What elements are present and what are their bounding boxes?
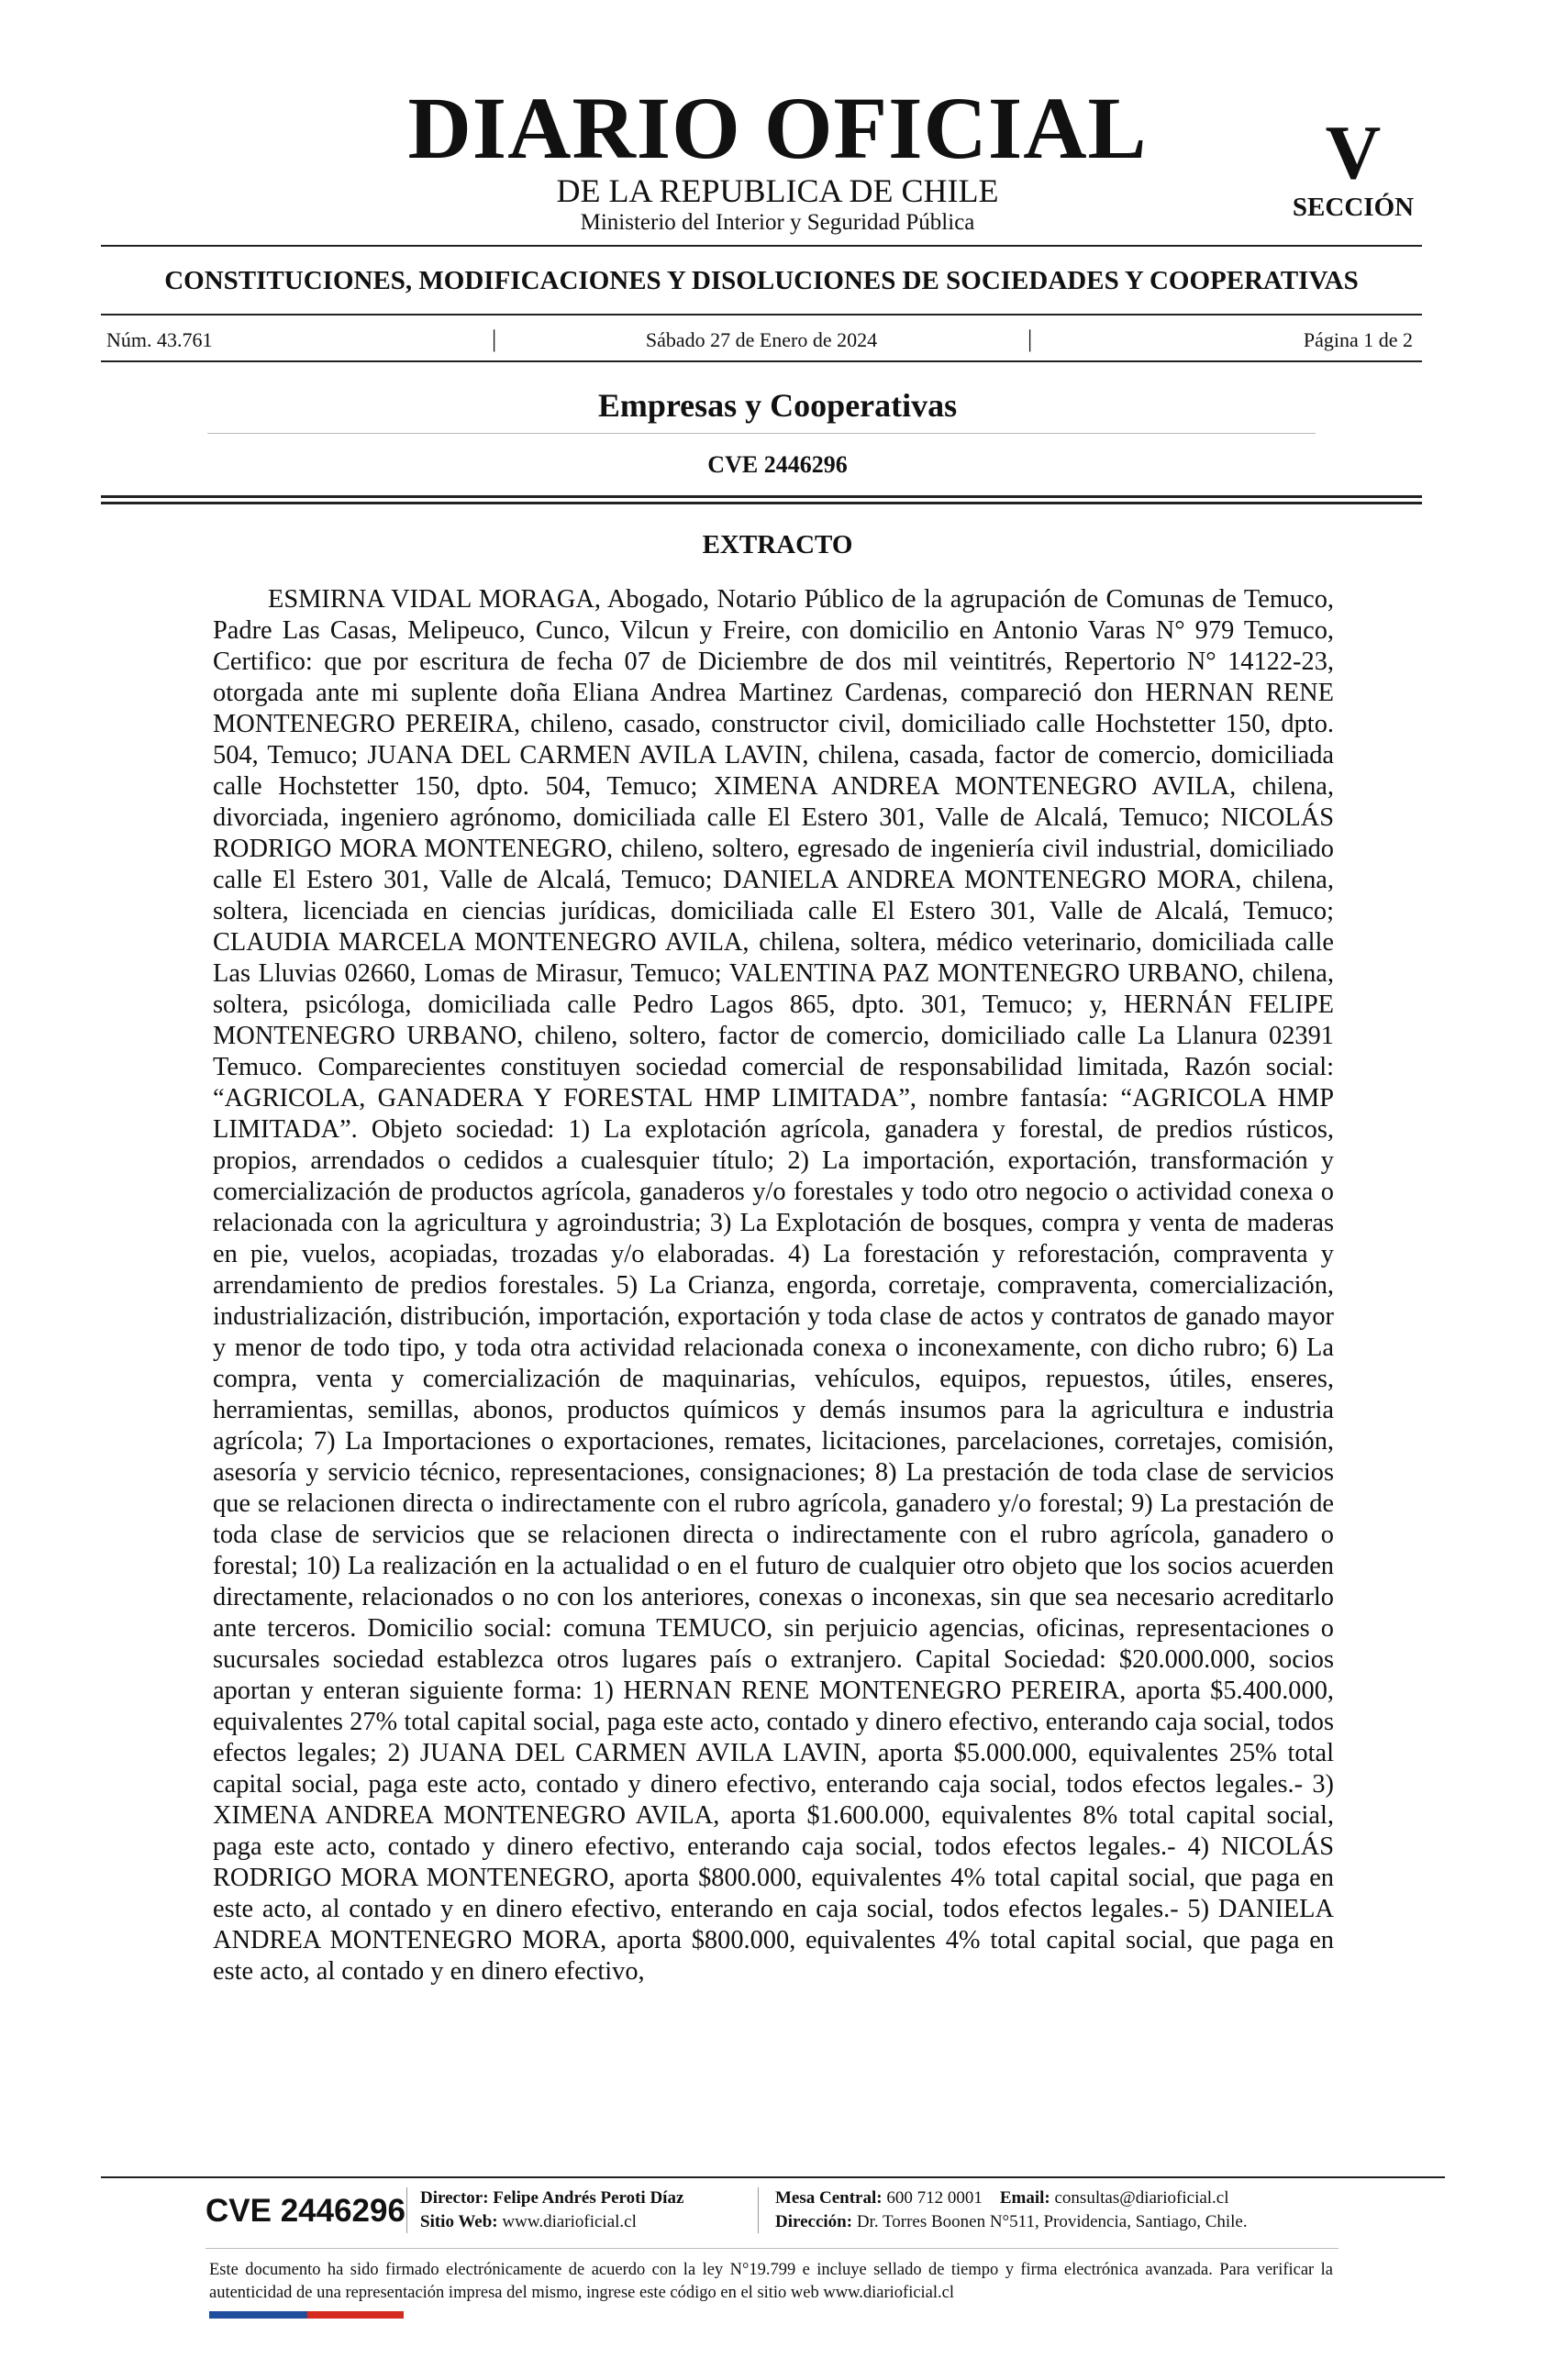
footer-divider [406,2187,407,2233]
document-title: EXTRACTO [702,530,853,559]
category-heading: CONSTITUCIONES, MODIFICACIONES Y DISOLUCIONES DE SOCIEDADES Y COOPERATIVAS [164,266,1359,295]
cve-header: CVE 2446296 [707,451,848,478]
address-label: Dirección: [775,2212,853,2231]
email-label: Email: [999,2188,1050,2208]
category-rule [101,314,1422,315]
masthead-ministry: Ministerio del Interior y Seguridad Pública [580,210,975,235]
website-label: Sitio Web: [420,2212,498,2231]
phone-label: Mesa Central: [775,2188,883,2208]
page-indicator: Página 1 de 2 [1303,328,1413,351]
section-title-rule [207,433,1316,434]
director-name: Felipe Andrés Peroti Díaz [493,2188,684,2208]
section-letter: V [1325,110,1382,195]
footer-legal-rule [205,2248,1338,2249]
footer-director-block [420,2186,683,2234]
director-label: Director: [420,2188,489,2208]
meta-separator: | [1027,326,1033,352]
masthead-title: DIARIO OFICIAL [407,79,1148,177]
extract-body: ESMIRNA VIDAL MORAGA, Abogado, Notario Público de la agrupación de Comunas de Temuco, Padre Las Casas, Melipeuco, Cunco, Vilcun y Freire, con domicilio en Antonio Varas N° 979 Temuco, Certifico: que por escritura de fecha 07 de Diciembre de dos mil veintitrés, Repertorio N° 14122-23, otorgada ante mi suplente doña Eliana Andrea Martinez Cardenas, compareció don HERNAN RENE MONTENEGRO PEREIRA, chileno, casado, constructor civil, domiciliado calle Hochstetter 150, dpto. 504, Temuco; JUANA DEL CARMEN AVILA LAVIN, chilena, casada, factor de comercio, domiciliada calle Hochstetter 150, dpto. 504, Temuco; XIMENA ANDREA MONTENEGRO AVILA, chilena, divorciada, ingeniero agrónomo, domiciliada calle El Estero 301, Valle de Alcalá, Temuco; NICOLÁS RODRIGO MORA MONTENEGRO, chileno, soltero, egresado de ingeniería civil industrial, domiciliado calle El Estero 301, Valle de Alcalá, Temuco; DANIELA ANDREA MONTENEGRO MORA, chilena, soltera, licenciada en ciencias jurídicas, domiciliada calle El Estero 301, Valle de Alcalá, Temuco; CLAUDIA MARCELA MONTENEGRO AVILA, chilena, soltera, médico veterinario, domiciliada calle Las Lluvias 02660, Lomas de Mirasur, Temuco; VALENTINA PAZ MONTENEGRO URBANO, chilena, soltera, psicóloga, domiciliada calle Pedro Lagos 865, dpto. 301, Temuco; y, HERNÁN FELIPE MONTENEGRO URBANO, chileno, soltero, factor de comercio, domiciliado calle La Llanura 02391 Temuco. Comparecientes constituyen sociedad comercial de responsabilidad limitada, Razón social: “AGRICOLA, GANADERA Y FORESTAL HMP LIMITADA”, nombre fantasía: “AGRICOLA HMP LIMITADA”. Objeto sociedad: 1) La explotación agrícola, ganadera y forestal, de predios rústicos, propios, arrendados o cedidos a cualesquier título; 2) La importación, exportación, transformación y comercialización de productos agrícola, ganaderos y/o forestales y todo otro negocio o actividad conexa o relacionada con la agricultura y agroindustria; 3) La Explotación de bosques, compra y venta de maderas en pie, vuelos, acopiadas, trozadas y/o elaboradas. 4) La forestación y reforestación, compraventa y arrendamiento de predios forestales. 5) La Crianza, engorda, corretaje, compraventa, comercialización, industrialización, distribución, importación, exportación y toda clase de actos y contratos de ganado mayor y menor de todo tipo, y toda otra actividad relacionada conexa o inconexamente, con dicho rubro; 6) La compra, venta y comercialización de maquinarias, vehículos, equipos, repuestos, útiles, enseres, herramientas, semillas, abonos, productos químicos y demás insumos para la agricultura e industria agrícola; 7) La Importaciones o exportaciones, remates, licitaciones, parcelaciones, corretajes, comisión, asesoría y servicio técnico, representaciones, consignaciones; 8) La prestación de toda clase de servicios que se relacionen directa o indirectamente con el rubro agrícola, ganadero y/o forestal; 9) La prestación de toda clase de servicios que se relacionen directa o indirectamente con el rubro agrícola, ganadero o forestal; 10) La realización en la actualidad o en el futuro de cualquier otro objeto que los socios acuerden directamente, relacionados o no con los anteriores, conexas o inconexas, sin que sea necesario acreditarlo ante terceros. Domicilio social: comuna TEMUCO, sin perjuicio agencias, oficinas, representaciones o sucursales sociedad establezca otros lugares país o extranjero. Capital Sociedad: $20.000.000, socios aportan y enteran siguiente forma: 1) HERNAN RENE MONTENEGRO PEREIRA, aporta $5.400.000, equivalentes 27% total capital social, paga este acto, contado y dinero efectivo, enterando caja social, todos efectos legales; 2) JUANA DEL CARMEN AVILA LAVIN, aporta $5.000.000, equivalentes 25% total capital social, paga este acto, contado y dinero efectivo, enterando caja social, todos efectos legales.- 3) XIMENA ANDREA MONTENEGRO AVILA, aporta $1.600.000, equivalentes 8% total capital social, paga este acto, contado y dinero efectivo, enterando caja social, todos efectos legales.- 4) NICOLÁS RODRIGO MORA MONTENEGRO, aporta $800.000, equivalentes 4% total capital social, que paga en este acto, al contado y en dinero efectivo, enterando en caja social, todos efectos legales.- 5) DANIELA ANDREA MONTENEGRO MORA, aporta $800.000, equivalentes 4% total capital social, que paga en este acto, al contado y en dinero efectivo, [213,585,1334,1986]
issue-date: Sábado 27 de Enero de 2024 [645,328,878,351]
flag-stripe-red [307,2311,404,2319]
section-title: Empresas y Cooperativas [597,387,958,424]
flag-stripe-blue [209,2311,307,2319]
footer-divider [758,2187,759,2233]
footer-rule [101,2176,1445,2178]
meta-rule [101,360,1422,362]
issue-number: Núm. 43.761 [106,328,213,351]
website-link[interactable]: www.diarioficial.cl [502,2212,637,2231]
footer-cve: CVE 2446296 [205,2193,405,2229]
email-link[interactable]: consultas@diarioficial.cl [1054,2188,1229,2208]
phone-number: 600 712 0001 [886,2188,983,2208]
footer-legal-notice: Este documento ha sido firmado electrónicamente de acuerdo con la ley N°19.799 e incluye sellado de tiempo y firma electrónica avanzada. Para verificar la autenticidad de una representación impresa del mismo, ingrese este código en el sitio web www.diarioficial.cl [209,2261,1333,2302]
masthead-rule [101,245,1422,247]
meta-separator: | [492,326,497,352]
footer-contact-block [775,2186,1248,2234]
address-value: Dr. Torres Boonen N°511, Providencia, Santiago, Chile. [856,2212,1248,2231]
masthead-subtitle: DE LA REPUBLICA DE CHILE [556,172,999,209]
section-word: SECCIÓN [1292,193,1415,222]
header-double-rule [101,495,1422,504]
